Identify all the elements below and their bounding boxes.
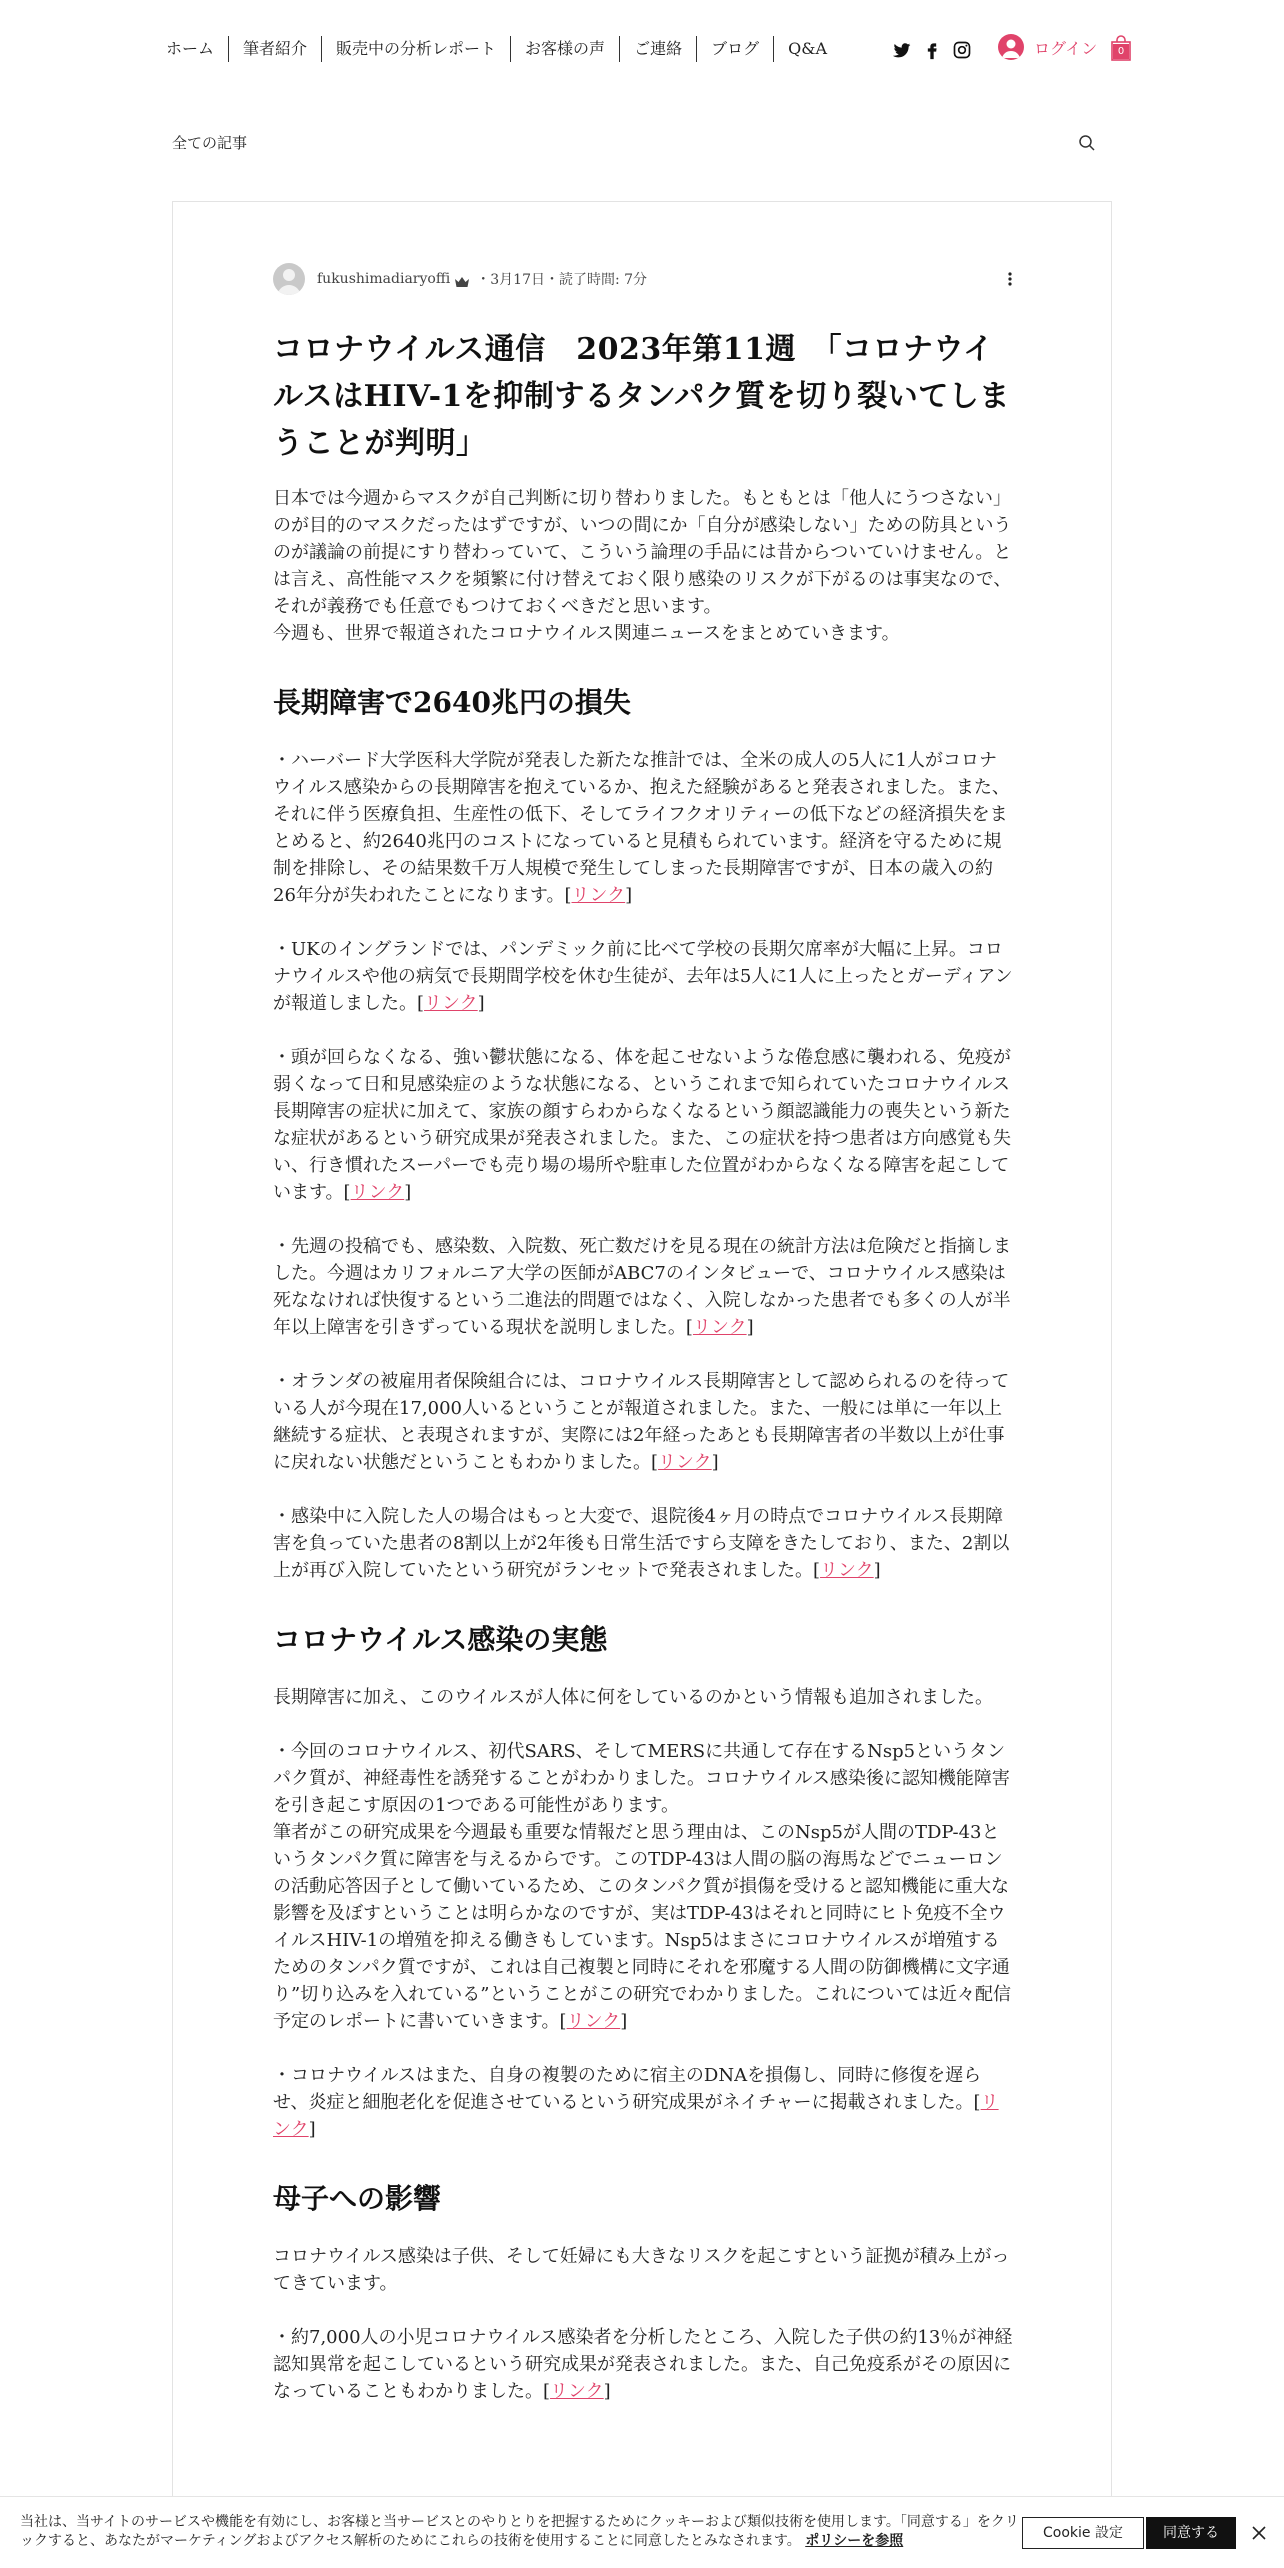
post-read-time: 読了時間: 7分 <box>558 272 648 288</box>
link-bracket: ] <box>625 885 633 906</box>
nav-item-testimonials[interactable]: お客様の声 <box>510 36 619 62</box>
post-author[interactable]: fukushimadiaryoffi <box>317 271 451 287</box>
post-meta <box>273 262 1013 296</box>
policy-link[interactable]: ポリシーを参照 <box>805 2533 904 2549</box>
article-paragraph <box>273 1368 1013 1476</box>
link-bracket: ] <box>711 1452 719 1473</box>
article-paragraph <box>273 2243 1013 2297</box>
article-paragraph <box>273 1738 1013 1819</box>
paragraph-text: 筆者がこの研究成果を今週最も重要な情報だと思う理由は、このNsp5が人間のTDP-43というタンパク質に障害を与えるからです。このTDP-43は人間の脳の海馬などでニューロンの活動応答因子として働いているため、このタンパク質が損傷を受けると認知機能に重大な影響を及ぼすということは明らかなのですが、実はTDP-43はそれと同時にヒト免疫不全ウイルスHIV-1の増殖を抑える働きもしています。Nsp5はまさにコロナウイルスが増殖するためのタンパク質ですが、これは自己複製と同時にそれを邪魔する人間の防御機構に文字通り”切り込みを入れている”ということがこの研究でわかりました。これについては近々配信予定のレポートに書いていきます。[ <box>273 1822 1012 2032</box>
nav-item-home[interactable]: ホーム <box>166 39 215 58</box>
all-posts-link[interactable]: 全ての記事 <box>172 134 248 152</box>
login-button[interactable] <box>998 34 1097 60</box>
article-paragraph <box>273 1503 1013 1584</box>
nav-item-reports[interactable]: 販売中の分析レポート <box>321 36 510 62</box>
article-paragraph <box>273 936 1013 1017</box>
main-nav <box>166 36 841 62</box>
nav-item-blog[interactable]: ブログ <box>696 36 773 62</box>
close-icon[interactable] <box>1250 2524 1268 2542</box>
meta-separator: ・ <box>544 272 559 288</box>
nav-item-contact[interactable]: ご連絡 <box>619 36 696 62</box>
meta-separator: ・ <box>476 272 491 288</box>
paragraph-text: ・感染中に入院した人の場合はもっと大変で、退院後4ヶ月の時点でコロナウイルス長期障害を負っていた患者の8割以上が2年後も日常生活ですら支障をきたしており、また、2割以上が再び入院していたという研究がランセットで発表されました。[ <box>273 1506 1010 1581</box>
intro-line: 今週も、世界で報道されたコロナウイルス関連ニュースをまとめていきます。 <box>273 623 900 644</box>
paragraph-text: ・オランダの被雇用者保険組合には、コロナウイルス長期障害として認められるのを待っている人が今現在17,000人いるということが報道されました。また、一般には単に一年以上継続する症状、と表現されますが、実際には2年経ったあとも長期障害者の半数以上が仕事に戻れない状態だということもわかりました。[ <box>273 1371 1010 1473</box>
more-options-icon[interactable] <box>1007 270 1013 288</box>
link-bracket: ] <box>308 2119 316 2140</box>
paragraph-text: コロナウイルス感染は子供、そして妊婦にも大きなリスクを起こすという証拠が積み上がってきています。 <box>273 2246 1010 2294</box>
instagram-icon[interactable] <box>952 40 972 60</box>
intro-line: 日本では今週からマスクが自己判断に切り替わりました。もともとは「他人にうつさない」のが目的のマスクだったはずですが、いつの間にか「自分が感染しない」ための防具というのが議論の前提にすり替わっていて、こういう論理の手品には昔からついていけません。とは言え、高性能マスクを頻繁に付け替えておく限り感染のリスクが下がるのは事実なので、それが義務でも任意でもつけておくべきだと思います。 <box>273 488 1012 617</box>
source-link[interactable]: リンク <box>571 885 626 906</box>
article-paragraph <box>273 2062 1013 2143</box>
user-avatar-icon <box>998 34 1024 60</box>
twitter-icon[interactable] <box>892 40 912 60</box>
social-links <box>892 40 972 60</box>
paragraph-text: ・UKのイングランドでは、パンデミック前に比べて学校の長期欠席率が大幅に上昇。コロナウイルスや他の病気で長期間学校を休む生徒が、去年は5人に1人に上ったとガーディアンが報道しました。[ <box>273 939 1013 1014</box>
source-link[interactable]: リンク <box>566 2011 621 2032</box>
link-bracket: ] <box>603 2381 611 2402</box>
intro-paragraph <box>273 485 1013 647</box>
article-sections <box>273 683 1013 2405</box>
article-paragraph <box>273 1684 1013 1711</box>
site-header <box>160 28 1140 72</box>
cookie-banner <box>0 2496 1284 2568</box>
post-title: コロナウイルス通信 2023年第11週 「コロナウイルスはHIV-1を抑制するタンパク質を切り裂いてしまうことが判明」 <box>273 332 1010 461</box>
section-heading: コロナウイルス感染の実態 <box>273 1623 608 1656</box>
paragraph-text: 長期障害に加え、このウイルスが人体に何をしているのかという情報も追加されました。 <box>273 1687 993 1708</box>
author-avatar[interactable] <box>273 263 305 295</box>
article-paragraph <box>273 747 1013 909</box>
article-paragraph <box>273 2324 1013 2405</box>
section-heading: 母子への影響 <box>273 2182 442 2215</box>
cookie-text <box>20 2513 1020 2551</box>
source-link[interactable]: リンク <box>424 993 478 1014</box>
blog-subbar <box>172 128 1096 158</box>
post-card <box>172 201 1112 2568</box>
nav-item-qa[interactable]: Q&A <box>773 36 841 62</box>
paragraph-text: ・約7,000人の小児コロナウイルス感染者を分析したところ、入院した子供の約13％が神経認知異常を起こしているという研究成果が発表されました。また、自己免疫系がその原因になっていることもわかりました。[ <box>273 2327 1013 2402</box>
cart-count-badge: 0 <box>1113 44 1129 59</box>
article-paragraph <box>273 1819 1013 2035</box>
cookie-settings-button[interactable]: Cookie 設定 <box>1022 2517 1144 2549</box>
login-label: ログイン <box>1034 38 1098 58</box>
source-link[interactable]: リンク <box>658 1452 712 1473</box>
source-link[interactable]: リンク <box>692 1317 747 1338</box>
cookie-message: 当社は、当サイトのサービスや機能を有効にし、お客様と当サービスとのやりとりを把握するためにクッキーおよび類似技術を使用します。「同意する」をクリックすると、あなたがマーケティングおよびアクセス解析のためにこれらの技術を使用することに同意したとみなされます。 <box>20 2514 1019 2549</box>
post-date: 3月17日 <box>490 272 545 288</box>
article-paragraph <box>273 1044 1013 1206</box>
source-link[interactable]: リンク <box>820 1560 874 1581</box>
link-bracket: ] <box>746 1317 754 1338</box>
admin-crown-icon <box>454 273 470 285</box>
paragraph-text: ・コロナウイルスはまた、自身の複製のために宿主のDNAを損傷し、同時に修復を遅らせ、炎症と細胞老化を促進させているという研究成果がネイチャーに掲載されました。[ <box>273 2065 982 2113</box>
link-bracket: ] <box>873 1560 881 1581</box>
section-heading: 長期障害で2640兆円の損失 <box>273 686 631 719</box>
paragraph-text: ・今回のコロナウイルス、初代SARS、そしてMERSに共通して存在するNsp5というタンパク質が、神経毒性を誘発することがわかりました。コロナウイルス感染後に認知機能障害を引き起こす原因の1つである可能性があります。 <box>273 1741 1010 1816</box>
facebook-icon[interactable] <box>922 40 942 60</box>
cart-button[interactable] <box>1110 34 1132 62</box>
link-bracket: ] <box>620 2011 628 2032</box>
search-icon[interactable] <box>1078 134 1096 152</box>
paragraph-text: ・先週の投稿でも、感染数、入院数、死亡数だけを見る現在の統計方法は危険だと指摘しました。今週はカリフォルニア大学の医師がABC7のインタビューで、コロナウイルス感染は死ななければ快復するという二進法的問題ではなく、入院しなかった患者でも多くの人が半年以上障害を引きずっている現状を説明しました。[ <box>273 1236 1011 1338</box>
source-link[interactable]: リンク <box>550 2381 604 2402</box>
source-link[interactable]: リンク <box>273 2092 999 2140</box>
paragraph-text: ・ハーバード大学医科大学院が発表した新たな推計では、全米の成人の5人に1人がコロナウイルス感染からの長期障害を抱えているか、抱えた経験があると発表されました。また、それに伴う医療負担、生産性の低下、そしてライフクオリティーの低下などの経済損失をまとめると、約2640兆円のコストになっていると見積もられています。経済を守るために規制を排除し、その結果数千万人規模で発生してしまった長期障害ですが、日本の歳入の約26年分が失われたことになります。[ <box>273 750 1010 906</box>
link-bracket: ] <box>404 1182 412 1203</box>
nav-item-author[interactable]: 筆者紹介 <box>228 36 321 62</box>
paragraph-text: ・頭が回らなくなる、強い鬱状態になる、体を起こせないような倦怠感に襲われる、免疫が弱くなって日和見感染症のような状態になる、というこれまで知られていたコロナウイルス長期障害の症状に加えて、家族の顔すらわからなくなるという顔認識能力の喪失という新たな症状があるという研究成果が発表されました。また、この症状を持つ患者は方向感覚も失い、行き慣れたスーパーでも売り場の場所や駐車した位置がわからなくなる障害を起こしています。[ <box>273 1047 1011 1203</box>
article-paragraph <box>273 1233 1013 1341</box>
article-body <box>273 326 1013 2432</box>
link-bracket: ] <box>477 993 485 1014</box>
cookie-accept-button[interactable]: 同意する <box>1146 2517 1236 2549</box>
source-link[interactable]: リンク <box>350 1182 405 1203</box>
